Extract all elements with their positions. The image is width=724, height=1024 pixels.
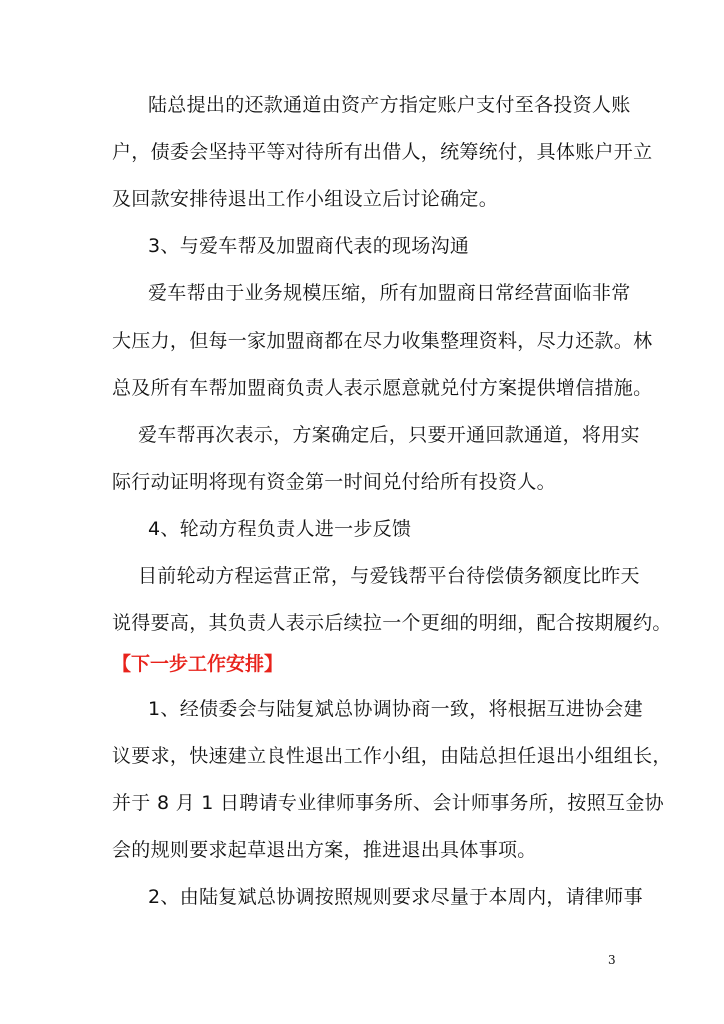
paragraph-3-line-1: 爱车帮再次表示，方案确定后，只要开通回款通道，将用实 bbox=[138, 424, 640, 446]
paragraph-3-line-2: 际行动证明将现有资金第一时间兑付给所有投资人。 bbox=[112, 471, 556, 493]
page-number: 3 bbox=[608, 953, 616, 967]
section-title-next-steps: 【下一步工作安排】 bbox=[112, 653, 284, 675]
next-step-1-line-2: 议要求，快速建立良性退出工作小组，由陆总担任退出小组组长， bbox=[112, 745, 672, 767]
subheading-3: 3、与爱车帮及加盟商代表的现场沟通 bbox=[148, 235, 470, 257]
paragraph-1-line-1: 陆总提出的还款通道由资产方指定账户支付至各投资人账 bbox=[148, 94, 631, 116]
paragraph-2-line-2: 大压力，但每一家加盟商都在尽力收集整理资料，尽力还款。林 bbox=[112, 330, 653, 352]
subheading-4: 4、轮动方程负责人进一步反馈 bbox=[148, 518, 412, 540]
paragraph-4-line-2: 说得要高，其负责人表示后续拉一个更细的明细，配合按期履约。 bbox=[112, 612, 672, 634]
next-step-1-line-3: 并于 8 月 1 日聘请专业律师事务所、会计师事务所，按照互金协 bbox=[112, 792, 664, 814]
paragraph-1-line-2: 户，债委会坚持平等对待所有出借人，统筹统付，具体账户开立 bbox=[112, 141, 653, 163]
paragraph-2-line-3: 总及所有车帮加盟商负责人表示愿意就兑付方案提供增信措施。 bbox=[112, 377, 653, 399]
paragraph-4-line-1: 目前轮动方程运营正常，与爱钱帮平台待偿债务额度比昨天 bbox=[138, 565, 640, 587]
next-step-1-line-1: 1、经债委会与陆复斌总协调协商一致，将根据互进协会建 bbox=[148, 698, 643, 720]
paragraph-1-line-3: 及回款安排待退出工作小组设立后讨论确定。 bbox=[112, 188, 499, 210]
paragraph-2-line-1: 爱车帮由于业务规模压缩，所有加盟商日常经营面临非常 bbox=[148, 282, 631, 304]
next-step-1-line-4: 会的规则要求起草退出方案，推进退出具体事项。 bbox=[112, 839, 537, 861]
next-step-2-line-1: 2、由陆复斌总协调按照规则要求尽量于本周内，请律师事 bbox=[148, 886, 643, 908]
